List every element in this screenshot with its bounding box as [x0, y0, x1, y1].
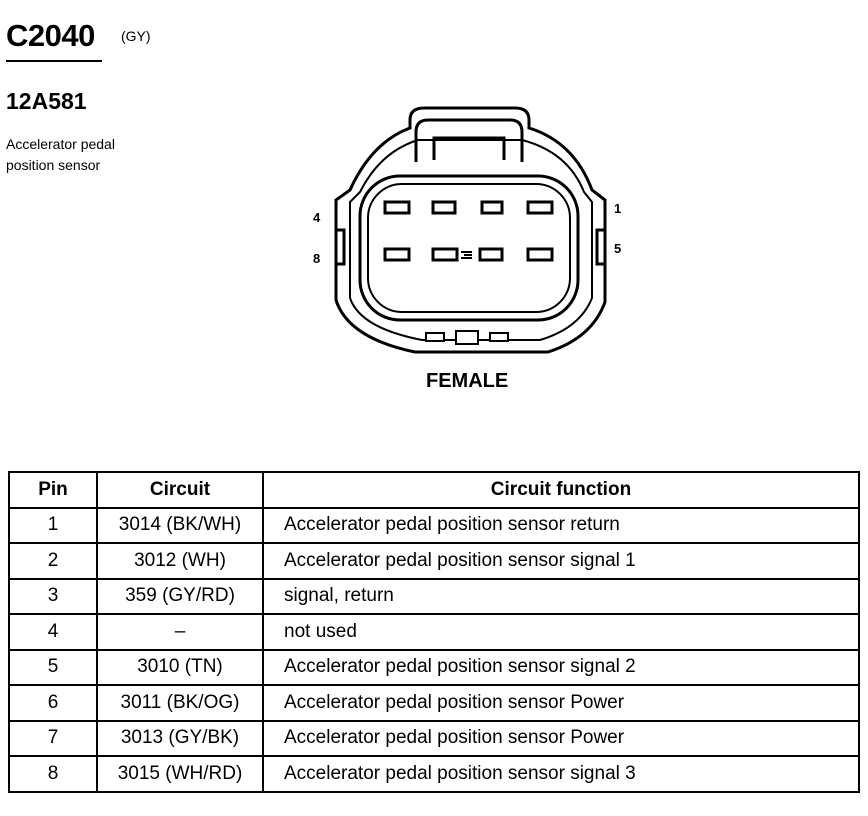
key-slot-right	[490, 333, 508, 341]
pin-label-8: 8	[313, 251, 321, 266]
cavity-pin-5	[528, 249, 552, 260]
view-label: FEMALE	[426, 370, 509, 392]
pin-cell: 8	[9, 756, 97, 792]
pin-cell: 2	[9, 543, 97, 579]
header-circuit-function: Circuit function	[263, 472, 859, 508]
table-row	[9, 543, 859, 579]
pin-label-4: 4	[313, 210, 321, 225]
part-number: 12A581	[6, 88, 87, 114]
table-row	[9, 508, 859, 544]
title-underline	[6, 60, 102, 62]
table-row	[9, 614, 859, 650]
circuit-cell: –	[97, 614, 263, 650]
housing-outline	[336, 108, 605, 352]
table-row	[9, 721, 859, 757]
pin-cell: 4	[9, 614, 97, 650]
pin-cell: 6	[9, 685, 97, 721]
circuit-cell: 3013 (GY/BK)	[97, 721, 263, 757]
cavity-pin-8	[385, 249, 409, 260]
circuit-cell: 3014 (BK/WH)	[97, 508, 263, 544]
table-header-row	[9, 472, 859, 508]
pin-label-1: 1	[614, 201, 622, 216]
header-pin: Pin	[9, 472, 97, 508]
pinout-table	[8, 471, 860, 793]
connector-id: C2040	[6, 18, 95, 53]
header-circuit: Circuit	[97, 472, 263, 508]
function-cell: Accelerator pedal position sensor signal 3	[263, 756, 859, 792]
function-cell: Accelerator pedal position sensor signal 2	[263, 650, 859, 686]
function-cell: not used	[263, 614, 859, 650]
cavity-key-mark	[461, 252, 472, 258]
cavity-pin-4	[385, 202, 409, 213]
table-row	[9, 650, 859, 686]
function-cell: Accelerator pedal position sensor signal 1	[263, 543, 859, 579]
function-cell: Accelerator pedal position sensor Power	[263, 721, 859, 757]
circuit-cell: 359 (GY/RD)	[97, 579, 263, 615]
function-cell: Accelerator pedal position sensor Power	[263, 685, 859, 721]
pin-cell: 5	[9, 650, 97, 686]
cavity-pin-7	[433, 249, 457, 260]
circuit-cell: 3012 (WH)	[97, 543, 263, 579]
housing-inner-outline	[350, 140, 592, 340]
connector-description	[6, 134, 146, 176]
cavity-pin-1	[528, 202, 552, 213]
connector-face-diagram	[300, 100, 640, 370]
description-line-1: Accelerator pedal	[6, 136, 115, 152]
cavity-pin-2	[482, 202, 502, 213]
pin-label-5: 5	[614, 241, 622, 256]
pin-cell: 1	[9, 508, 97, 544]
connector-color-code: (GY)	[121, 28, 151, 44]
key-slot-center	[456, 331, 478, 344]
cavity-pin-3	[433, 202, 455, 213]
pin-cell: 7	[9, 721, 97, 757]
table-row	[9, 579, 859, 615]
circuit-cell: 3010 (TN)	[97, 650, 263, 686]
latch-inner	[434, 138, 504, 160]
cavity-pin-6	[480, 249, 502, 260]
key-slot-left	[426, 333, 444, 341]
table-row	[9, 685, 859, 721]
description-line-2: position sensor	[6, 157, 101, 173]
function-cell: signal, return	[263, 579, 859, 615]
circuit-cell: 3015 (WH/RD)	[97, 756, 263, 792]
table-row	[9, 756, 859, 792]
function-cell: Accelerator pedal position sensor return	[263, 508, 859, 544]
circuit-cell: 3011 (BK/OG)	[97, 685, 263, 721]
pin-cell: 3	[9, 579, 97, 615]
